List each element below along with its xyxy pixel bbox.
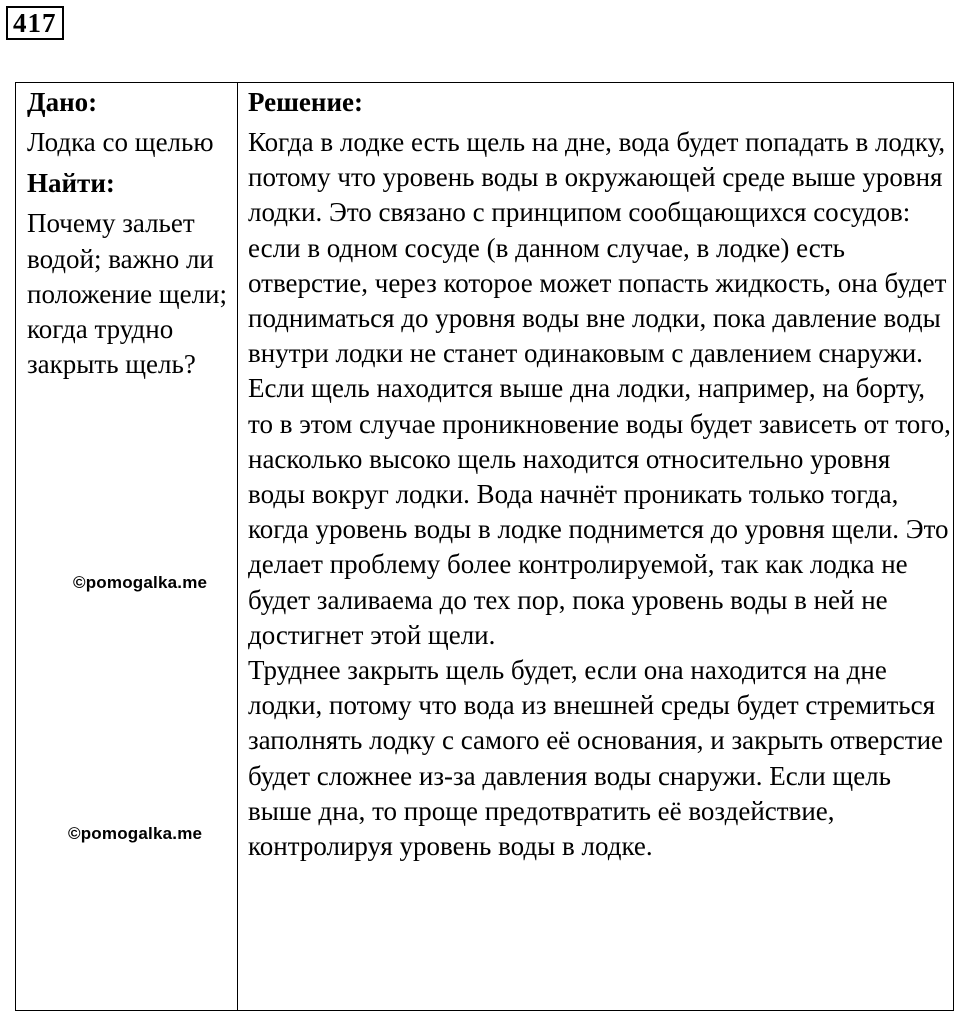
- given-heading: Дано:: [27, 87, 98, 117]
- find-text: Почему зальет водой; важно ли положение щели; когда трудно закрыть щель?: [27, 208, 228, 380]
- solution-paragraph: Если щель находится выше дна лодки, например, на борту, то в этом случае проникновение воды будет зависеть от того, насколько высоко щель находится относительно уровня воды вокруг лодки. Вода начнёт проникать только тогда, когда уровень воды в лодке поднимется до уровня щели. Это делает проблему более контролируемой, так как лодка не будет заливаема до тех пор, пока уровень воды в ней не достигнет этой щели.: [248, 373, 951, 650]
- given-text: Лодка со щелью: [27, 127, 214, 157]
- solution-heading: Решение:: [248, 87, 363, 117]
- column-divider: [237, 83, 238, 1010]
- watermark: ©pomogalka.me: [73, 573, 208, 592]
- solution-paragraph: Труднее закрыть щель будет, если она находится на дне лодки, потому что вода из внешней среды будет стремиться заполнять лодку с самого её основания, и закрыть отверстие будет сложнее из-за давления воды снаружи. Если щель выше дна, то проще предотвратить её воздействие, контролируя уровень воды в лодке.: [248, 655, 943, 862]
- solution-table: [15, 82, 954, 1011]
- solution-paragraph: Когда в лодке есть щель на дне, вода будет попадать в лодку, потому что уровень воды в окружающей среде выше уровня лодки. Это связано с принципом сообщающихся сосудов: если в одном сосуде (в данном случае, в лодке) есть отверстие, через которое может попасть жидкость, она будет подниматься до уровня воды вне лодки, пока давление воды внутри лодки не станет одинаковым с давлением снаружи.: [248, 127, 947, 369]
- given-column: [27, 85, 232, 383]
- solution-column: [248, 85, 953, 864]
- task-number: 417: [6, 6, 64, 40]
- find-heading: Найти:: [27, 168, 115, 199]
- watermark: ©pomogalka.me: [68, 824, 203, 843]
